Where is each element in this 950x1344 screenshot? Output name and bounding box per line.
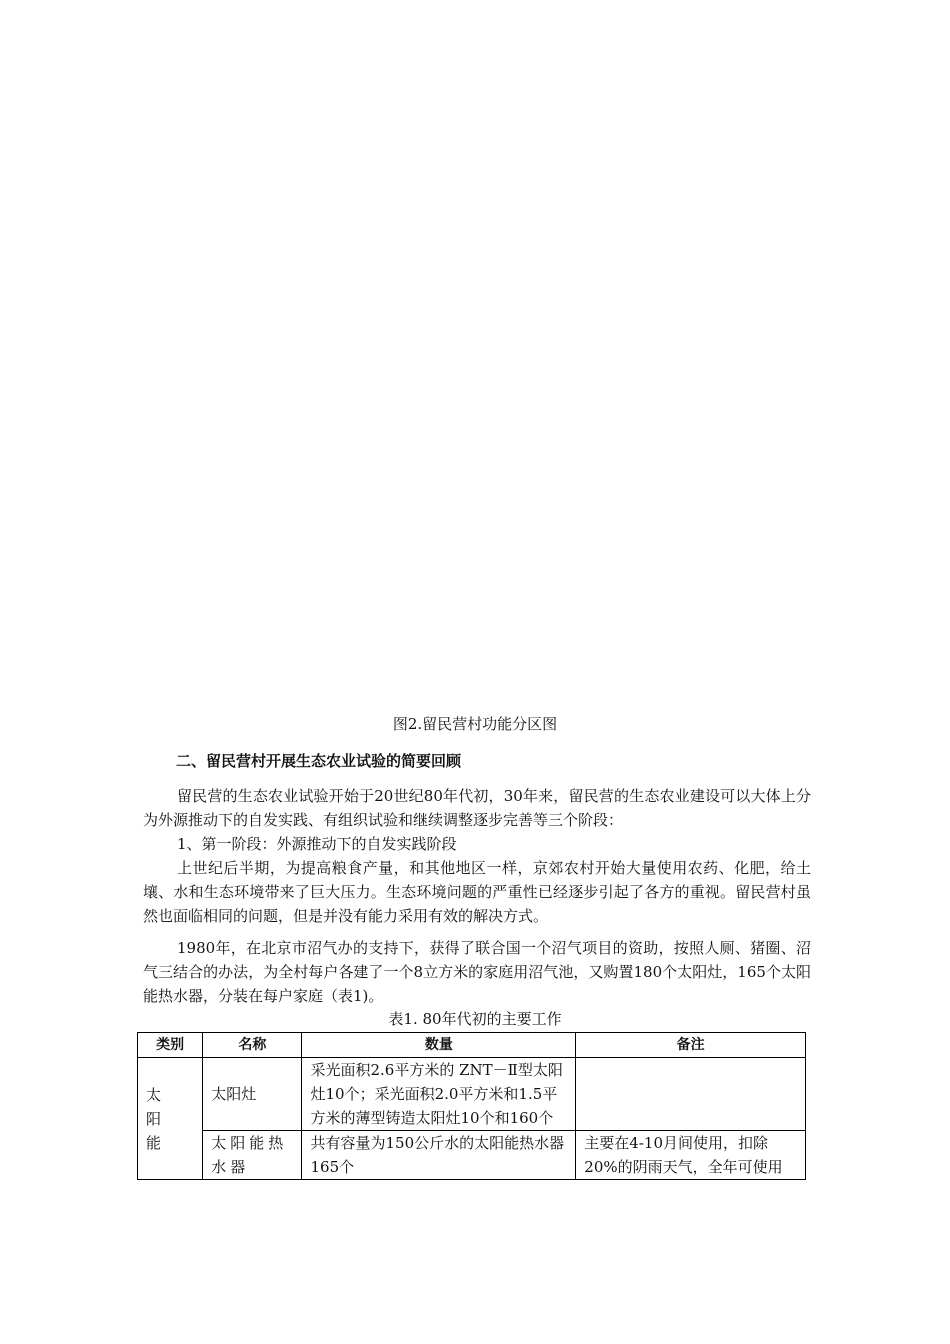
figure-caption: 图2.留民营村功能分区图: [392, 715, 558, 733]
header-name: 名称: [203, 1033, 302, 1058]
figure-placeholder: [137, 40, 807, 700]
stage1-heading: 1、第一阶段：外源推动下的自发实践阶段: [177, 835, 457, 853]
header-note: 备注: [576, 1033, 806, 1058]
table-row: [138, 1131, 806, 1180]
section-heading: 二、留民营村开展生态农业试验的简要回顾: [176, 752, 462, 770]
table-caption: 表1. 80年代初的主要工作: [388, 1010, 562, 1028]
main-table: [137, 1032, 806, 1180]
header-quantity: 数量: [302, 1033, 576, 1058]
name-cell: 太阳灶: [203, 1058, 302, 1131]
stage1-paragraph: 上世纪后半期，为提高粮食产量，和其他地区一样，京郊农村开始大量使用农药、化肥，给土壤、水和生态环境带来了巨大压力。生态环境问题的严重性已经逐步引起了各方的重视。留民营村虽然也面临相同的问题，但是并没有能力采用有效的解决方式。: [143, 859, 811, 925]
name-cell: 太阳能热水器: [203, 1131, 302, 1180]
note-cell: [576, 1058, 806, 1131]
quantity-cell: 采光面积2.6平方米的 ZNT－Ⅱ型太阳灶10个；采光面积2.0平方米和1.5平方米的薄型铸造太阳灶10个和160个: [302, 1058, 576, 1131]
note-cell: 主要在4-10月间使用，扣除20%的阴雨天气，全年可使用: [576, 1131, 806, 1180]
header-category: 类别: [138, 1033, 203, 1058]
category-cell: 太阳能: [138, 1058, 203, 1180]
stage1-1980-paragraph: 1980年，在北京市沼气办的支持下，获得了联合国一个沼气项目的资助，按照人厕、猪圈、沼气三结合的办法，为全村每户各建了一个8立方米的家庭用沼气池，又购置180个太阳灶，165个太阳能热水器，分装在每户家庭（表1)。: [143, 939, 811, 1005]
table-header-row: [138, 1033, 806, 1058]
intro-paragraph: 留民营的生态农业试验开始于20世纪80年代初，30年来，留民营的生态农业建设可以大体上分为外源推动下的自发实践、有组织试验和继续调整逐步完善等三个阶段：: [143, 787, 811, 829]
quantity-cell: 共有容量为150公斤水的太阳能热水器165个: [302, 1131, 576, 1180]
table-row: [138, 1058, 806, 1131]
